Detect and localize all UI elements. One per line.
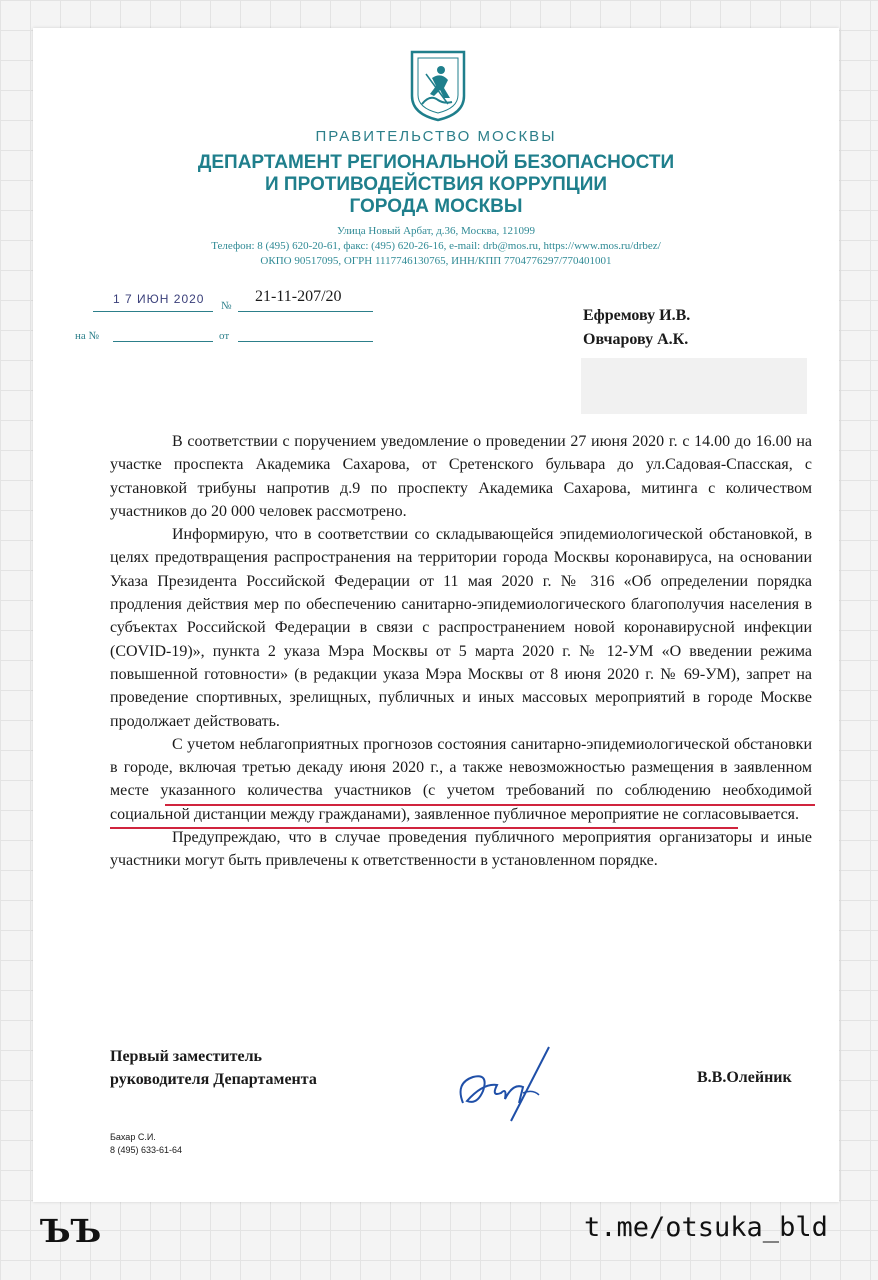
signatory-name: В.В.Олейник bbox=[697, 1069, 792, 1086]
department-contacts: Улица Новый Арбат, д.36, Москва, 121099 Телефон: 8 (495) 620-20-61, факс: (495) 620-26-16, e-mail: drb@mos.ru, https://www.mos.ru/drbez/ ОКПО 90517095, ОГРН 1117746130765, ИНН/КПП 7704776297/770401001 bbox=[211, 225, 661, 267]
date-stamp: 1 7 ИЮН 2020 bbox=[113, 292, 205, 306]
paragraph: Предупреждаю, что в случае проведения публичного мероприятия организаторы и иные участники могут быть привлечены к ответственности в установленном порядке. bbox=[110, 829, 812, 870]
incoming-date-underline bbox=[238, 341, 373, 342]
redacted-area bbox=[581, 358, 807, 414]
number-label: № bbox=[221, 300, 232, 312]
moscow-coat-of-arms-icon bbox=[408, 48, 468, 123]
highlight-underline bbox=[165, 804, 815, 806]
paragraph: Информирую, что в соответствии со складывающейся эпидемиологической обстановкой, в целях предотвращения распространения на территории города Москвы коронавируса, на основании Указа Президента Российской Федерации от 11 мая 2020 г. № 316 «Об определении порядка продления действия мер по обеспечению санитарно-эпидемиологического благополучия населения в субъектах Российской Федерации в связи с распространением новой коронавирусной инфекции (COVID-19)», пункта 2 указа Мэра Москвы от 5 марта 2020 г. № 12-УМ «О введении режима повышенной готовности» (в редакции указа Мэра Москвы от 8 июня 2020 г. № 69-УМ), запрет на проведение спортивных, зрелищных, публичных и иных массовых мероприятий в городе Москве продолжает действовать. bbox=[110, 526, 812, 730]
incoming-number-underline bbox=[113, 341, 213, 342]
highlight-underline bbox=[110, 827, 738, 829]
letter-sheet bbox=[33, 28, 839, 1202]
government-title: ПРАВИТЕЛЬСТВО МОСКВЫ bbox=[315, 128, 557, 145]
recipient: Ефремову И.В. bbox=[583, 307, 691, 324]
incoming-number-label: на № bbox=[75, 330, 100, 342]
paragraph: В соответствии с поручением уведомление о проведении 27 июня 2020 г. с 14.00 до 16.00 на участке проспекта Академика Сахарова, от Сретенского бульвара до ул.Садовая-Спасская, с установкой трибуны напротив д.9 по проспекту Академика Сахарова, митинга с количеством участников до 20 000 человек рассмотрено. bbox=[110, 433, 812, 520]
incoming-date-label: от bbox=[219, 330, 230, 342]
channel-link: t.me/otsuka_bld bbox=[584, 1212, 828, 1243]
recipient: Овчарову А.К. bbox=[583, 331, 689, 348]
date-underline bbox=[93, 311, 213, 312]
signatory-position: Первый заместитель руководителя Департамента bbox=[110, 1048, 317, 1088]
executor-info: Бахар С.И. 8 (495) 633-61-64 bbox=[110, 1132, 183, 1155]
outgoing-number: 21-11-207/20 bbox=[255, 288, 342, 305]
recipients bbox=[583, 304, 690, 352]
channel-logo: ЪЪ bbox=[40, 1212, 102, 1250]
number-underline bbox=[238, 311, 373, 312]
letter-body bbox=[110, 430, 812, 873]
paragraph: С учетом неблагоприятных прогнозов состояния санитарно-эпидемиологической обстановки в городе, включая третью декаду июня 2020 г., а также невозможностью размещения в заявленном месте указанного количества участников (с учетом требований по соблюдению необходимой социальной дистанции между гражданами), заявленное публичное мероприятие не согласовывается. bbox=[110, 735, 812, 823]
department-title: ДЕПАРТАМЕНТ РЕГИОНАЛЬНОЙ БЕЗОПАСНОСТИ И ПРОТИВОДЕЙСТВИЯ КОРРУПЦИИ ГОРОДА МОСКВЫ bbox=[197, 152, 675, 217]
handwritten-signature bbox=[453, 1043, 563, 1123]
